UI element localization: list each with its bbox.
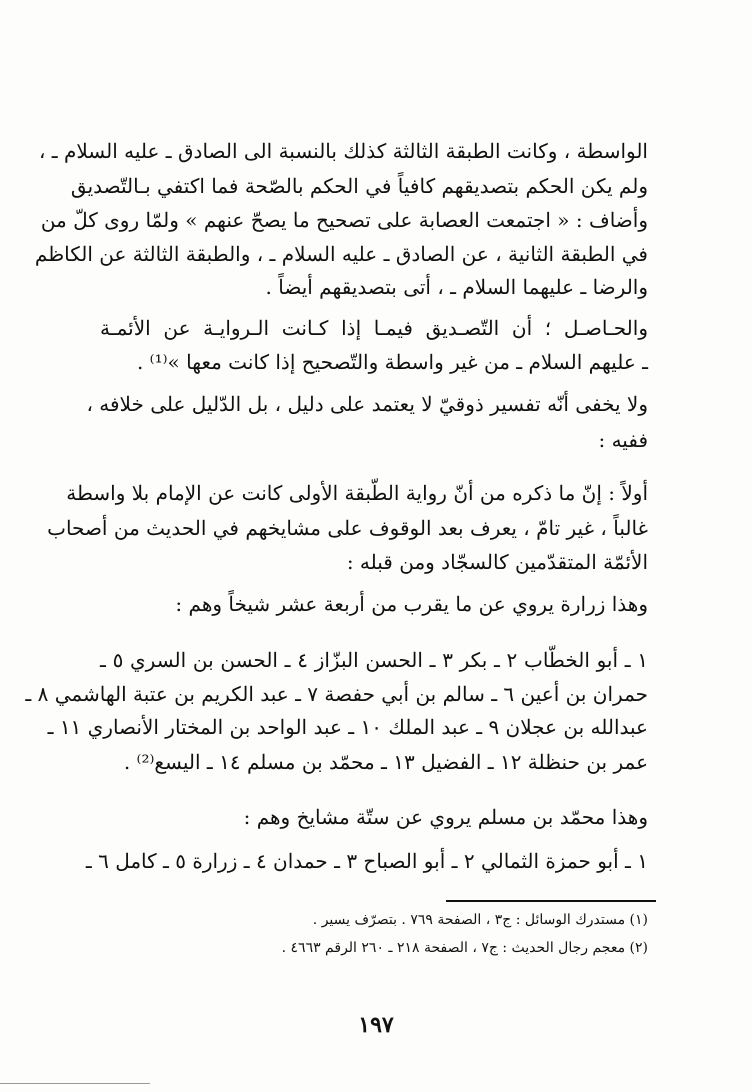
body-line: ١ ـ أبو حمزة الثمالي ٢ ـ أبو الصباح ٣ ـ حمدان ٤ ـ زرارة ٥ ـ كامل ٦ ـ: [85, 849, 648, 873]
body-line: الأئمّة المتقدّمين كالسجّاد ومن قبله :: [346, 550, 648, 574]
body-line: والرضا ـ عليهما السلام ـ ، أتى بتصديقهم أيضاً .: [265, 275, 648, 299]
body-line: ١ ـ أبو الخطّاب ٢ ـ بكر ٣ ـ الحسن البزّاز ٤ ـ الحسن بن السري ٥ ـ: [100, 648, 649, 672]
body-line: الواسطة ، وكانت الطبقة الثالثة كذلك بالنسبة الى الصادق ـ عليه السلام ـ ،: [38, 139, 648, 163]
scan-edge-line: [0, 1083, 150, 1084]
footnote: (٢) معجم رجال الحديث : ج٧ ، الصفحة ٢١٨ ـ ٢٦٠ الرقم ٤٦٦٣ .: [281, 940, 648, 956]
body-line: عمر بن حنظلة ١٢ ـ الفضيل ١٣ ـ محمّد بن مسلم ١٤ ـ اليسع⁽²⁾ .: [123, 750, 648, 774]
body-line: غالباً ، غير تامّ ، يعرف بعد الوقوف على مشايخهم في الحديث من أصحاب: [47, 516, 648, 540]
body-line: وهذا زرارة يروي عن ما يقرب من أربعة عشر شيخاً وهم :: [175, 592, 648, 616]
body-line: ولا يخفى أنّه تفسير ذوقيّ لا يعتمد على دليل ، بل الدّليل على خلافه ،: [86, 392, 648, 416]
body-line: ـ عليهم السلام ـ من غير واسطة والتّصحيح إذا كانت معها »⁽¹⁾ .: [136, 350, 648, 374]
body-line: في الطبقة الثانية ، عن الصادق ـ عليه السلام ـ ، والطبقة الثالثة عن الكاظم: [34, 242, 648, 266]
page-number: ١٩٧: [358, 1012, 394, 1038]
body-line: وأضاف : « اجتمعت العصابة على تصحيح ما يصحّ عنهم » ولمّا روى كلّ من: [40, 208, 648, 232]
body-line: وهذا محمّد بن مسلم يروي عن ستّة مشايخ وهم :: [243, 805, 648, 829]
body-line: عبدالله بن عجلان ٩ ـ عبد الملك ١٠ ـ عبد الواحد بن المختار الأنصاري ١١ ـ: [47, 715, 648, 739]
body-line: أولاً : إنّ ما ذكره من أنّ رواية الطّبقة الأولى كانت عن الإمام بلا واسطة: [66, 481, 648, 505]
body-line: والحـاصـل ؛ أن التّصـديق فيمـا إذا كـانت الـروايـة عن الأئمـة: [100, 316, 648, 340]
body-line: حمران بن أعين ٦ ـ سالم بن أبي حفصة ٧ ـ عبد الكريم بن عتبة الهاشمي ٨ ـ: [25, 682, 648, 706]
footnote-divider: [446, 900, 656, 902]
body-line: ولم يكن الحكم بتصديقهم كافياً في الحكم بالصّحة فما اكتفي بـالتّصديق: [70, 174, 648, 198]
body-line: ففيه :: [598, 428, 648, 452]
footnote: (١) مستدرك الوسائل : ج٣ ، الصفحة ٧٦٩ . بتصرّف يسير .: [312, 912, 648, 928]
